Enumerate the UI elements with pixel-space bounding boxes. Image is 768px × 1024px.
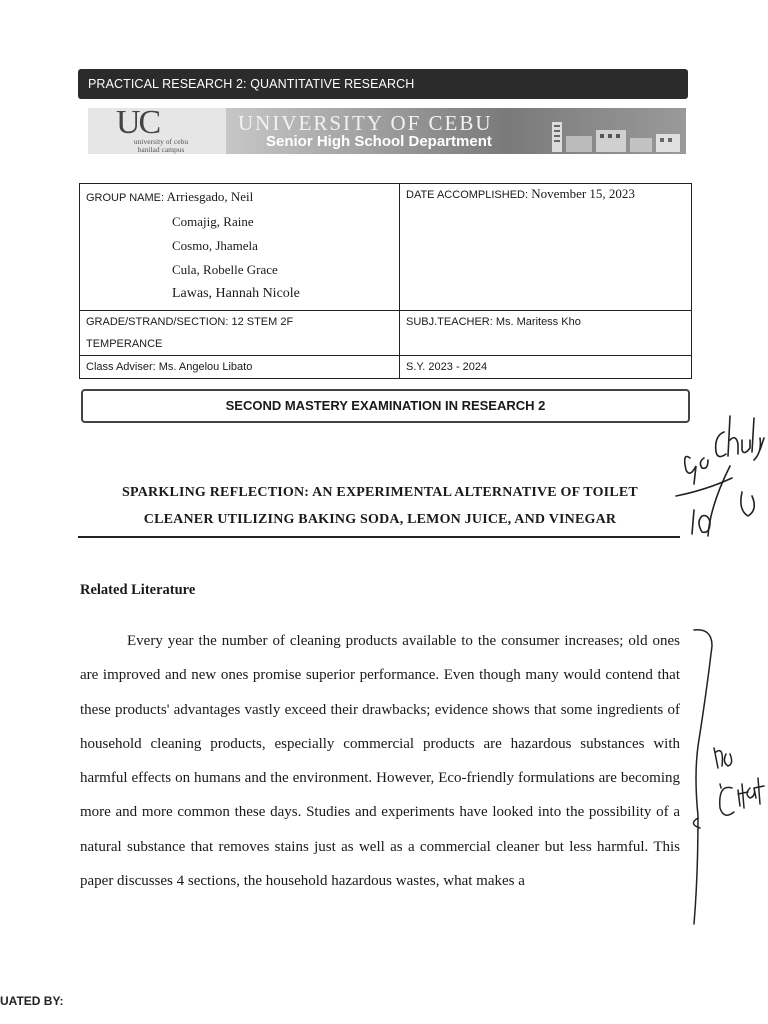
exam-title-box: SECOND MASTERY EXAMINATION IN RESEARCH 2 (81, 389, 690, 423)
logo-letters: UC (116, 108, 160, 141)
grade-cell (80, 311, 400, 356)
school-year-cell (400, 356, 692, 379)
member-name: Lawas, Hannah Nicole (172, 286, 300, 301)
school-banner (88, 108, 686, 154)
margin-bracket-note (686, 628, 768, 928)
date-label: DATE ACCOMPLISHED: (406, 189, 529, 201)
adviser-cell (80, 356, 400, 379)
class-adviser: Class Adviser: Ms. Angelou Libato (86, 361, 253, 373)
school-year: S.Y. 2023 - 2024 (406, 361, 488, 373)
paper-title (80, 479, 680, 533)
university-name: UNIVERSITY OF CEBU (238, 111, 493, 135)
grade-strand-section: GRADE/STRAND/SECTION: 12 STEM 2F (86, 316, 294, 328)
member-name: Cula, Robelle Grace (172, 262, 278, 277)
logo-subtitle: university of cebu banilad campus (133, 137, 189, 154)
paper-title-line1: SPARKLING REFLECTION: AN EXPERIMENTAL ALTERNATIVE OF TOILET (122, 485, 638, 500)
subject-teacher: SUBJ.TEACHER: Ms. Maritess Kho (406, 316, 581, 328)
group-name-label: GROUP NAME: (86, 192, 165, 204)
paper-title-line2: CLEANER UTILIZING BAKING SODA, LEMON JUICE, AND VINEGAR (143, 512, 617, 527)
member-name: Arriesgado, Neil (166, 189, 254, 204)
title-underline (78, 536, 680, 538)
member-name: Comajig, Raine (172, 214, 254, 229)
group-info-table (79, 183, 692, 379)
body-paragraph: Every year the number of cleaning products available to the consumer increases; old ones are improved and new ones promise superior performance. Even though many would contend that these products' advantages vastly exceed their drawbacks; evidence shows that some ingredients of household cleaning products, especially commercial products are hazardous substances with harmful effects on humans and the environment. However, Eco-friendly formulations are becoming more and more common these days. Studies and experiments have looked into the possibility of a natural substance that removes stains just as well as a commercial cleaner but less harmful. This paper discusses 4 sections, the household hazardous wastes, what makes a (80, 633, 680, 890)
group-name-cell (80, 184, 400, 311)
date-value: November 15, 2023 (531, 186, 635, 201)
evaluated-by-label: UATED BY: (0, 994, 64, 1008)
campus-buildings-icon (552, 116, 682, 152)
handwritten-score (672, 410, 768, 540)
department-name: Senior High School Department (266, 133, 492, 150)
course-header-bar: PRACTICAL RESEARCH 2: QUANTITATIVE RESEARCH (78, 69, 688, 99)
section-heading: Related Literature (80, 582, 196, 598)
section-name: TEMPERANCE (86, 338, 163, 350)
member-name: Cosmo, Jhamela (172, 238, 258, 253)
teacher-cell (400, 311, 692, 356)
date-cell (400, 184, 692, 311)
